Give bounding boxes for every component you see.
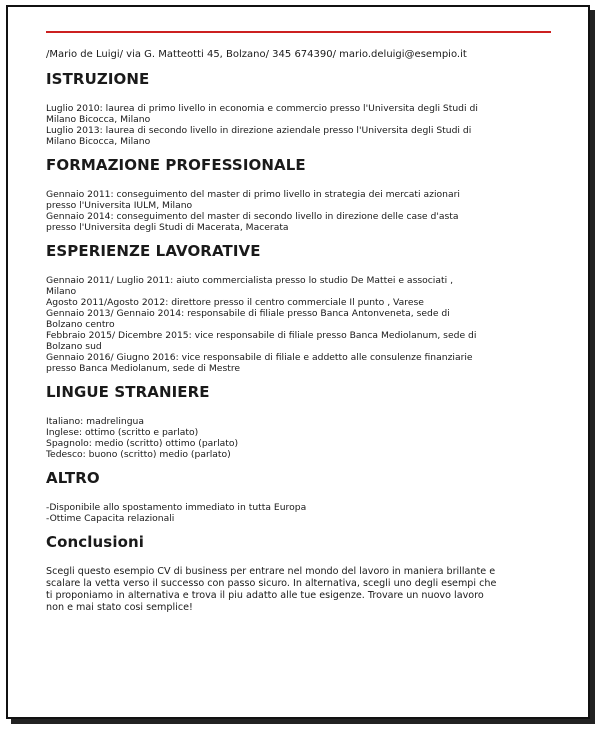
section-conclusioni [46,566,551,614]
list-item: Spagnolo: medio (scritto) ottimo (parlato) [46,438,239,449]
list-item: Tedesco: buono (scritto) medio (parlato) [46,449,231,460]
section-altro [46,502,551,524]
list-item: Inglese: ottimo (scritto e parlato) [46,427,199,438]
list-item: -Ottime Capacita relazionali [46,513,175,524]
contact-line: /Mario de Luigi/ via G. Matteotti 45, Bolzano/ 345 674390/ mario.deluigi@esempio.it [46,49,467,60]
section-title-conclusioni: Conclusioni [46,533,144,551]
list-item: -Disponibile allo spostamento immediato in tutta Europa [46,502,307,513]
cv-content [46,38,551,614]
section-title-formazione: FORMAZIONE PROFESSIONALE [46,156,306,174]
header-accent-line [46,31,551,33]
section-istruzione [46,103,551,147]
list-item: Gennaio 2014: conseguimento del master di secondo livello in direzione delle case d'asta presso l'Universita degli Studi di Macerata, Macerata [46,211,459,233]
list-item: Italiano: madrelingua [46,416,144,427]
list-item: Luglio 2010: laurea di primo livello in economia e commercio presso l'Universita degli Studi di Milano Bicocca, Milano [46,103,478,125]
section-title-istruzione: ISTRUZIONE [46,70,150,88]
section-title-esperienze: ESPERIENZE LAVORATIVE [46,242,261,260]
section-title-altro: ALTRO [46,469,100,487]
list-item: Gennaio 2013/ Gennaio 2014: responsabile di filiale presso Banca Antonveneta, sede di Bolzano centro [46,308,450,330]
list-item: Gennaio 2011: conseguimento del master di primo livello in strategia dei mercati azionari presso l'Universita IULM, Milano [46,189,460,211]
section-title-lingue: LINGUE STRANIERE [46,383,210,401]
section-lingue [46,416,551,460]
list-item: Luglio 2013: laurea di secondo livello in direzione aziendale presso l'Universita degli Studi di Milano Bicocca, Milano [46,125,472,147]
list-item: Gennaio 2011/ Luglio 2011: aiuto commercialista presso lo studio De Mattei e associati , Milano [46,275,453,297]
list-item: Gennaio 2016/ Giugno 2016: vice responsabile di filiale e addetto alle consulenze finanziarie presso Banca Mediolanum, sede di Mestre [46,352,473,374]
section-esperienze [46,275,551,374]
conclusion-text: Scegli questo esempio CV di business per entrare nel mondo del lavoro in maniera brillante e scalare la vetta verso il successo con passo sicuro. In alternativa, scegli uno degli esempi che ti proponiamo in alternativa e trova il piu adatto alle tue esigenze. Trovare un nuovo lavoro non e mai stato cosi semplice! [46,566,497,613]
list-item: Febbraio 2015/ Dicembre 2015: vice responsabile di filiale presso Banca Mediolanum, sede di Bolzano sud [46,330,477,352]
section-formazione [46,189,551,233]
list-item: Agosto 2011/Agosto 2012: direttore presso il centro commerciale Il punto , Varese [46,297,424,308]
